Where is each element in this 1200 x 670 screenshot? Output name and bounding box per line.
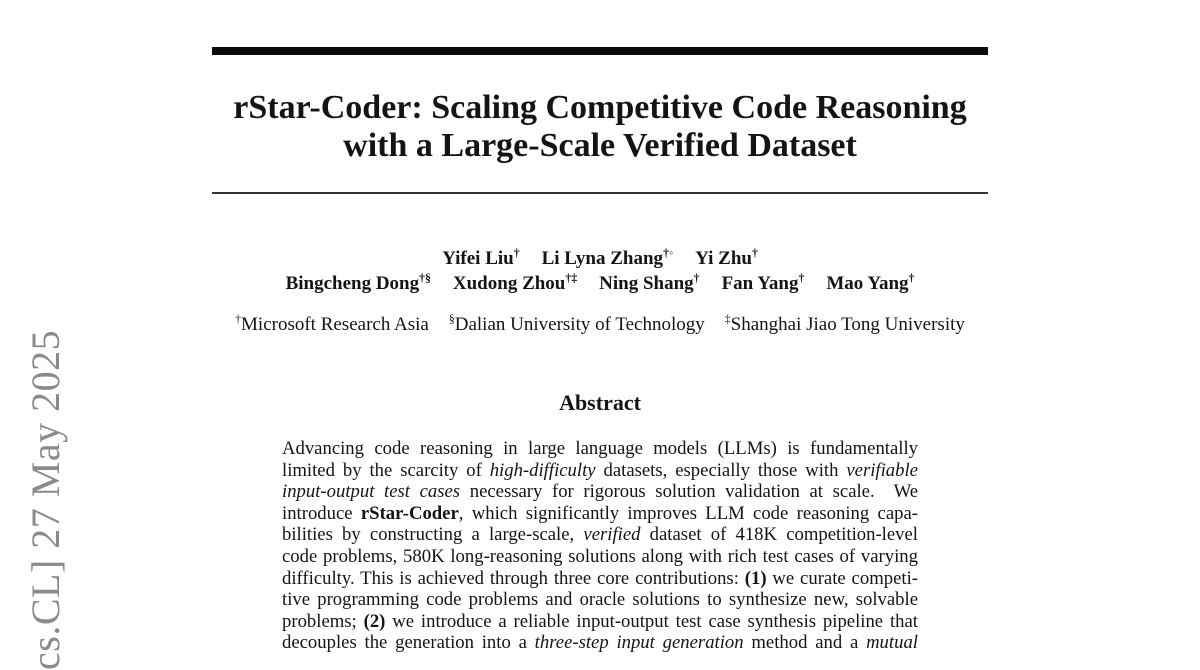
- abstract-run: limited by the scarcity of: [282, 459, 490, 481]
- title-rule: [212, 192, 988, 194]
- abstract-run: input-output test cases: [282, 481, 461, 503]
- abstract-run: problems;: [282, 610, 364, 632]
- arxiv-stamp: cs.CL] 27 May 2025: [23, 329, 68, 670]
- author-row: [0, 246, 1200, 271]
- abstract-line: [282, 546, 918, 568]
- author-name: Li Lyna Zhang†◦: [541, 246, 674, 269]
- author-name: Yi Zhu†: [695, 246, 758, 269]
- affiliation-marker: ‡: [724, 312, 731, 326]
- author-name: Bingcheng Dong†§: [285, 271, 431, 294]
- affiliation: ‡Shanghai Jiao Tong University: [724, 312, 965, 335]
- abstract-run: verified: [583, 524, 641, 546]
- abstract-line: [282, 460, 918, 482]
- author-affil-marker: †§: [419, 271, 431, 285]
- abstract-line: [282, 524, 918, 546]
- author-affil-marker: †◦: [663, 246, 674, 260]
- author-block: [0, 246, 1200, 296]
- abstract-line: [282, 632, 918, 654]
- abstract-run: three-step input generation: [534, 632, 744, 654]
- abstract-run: bilities by constructing a large-scale,: [282, 524, 584, 546]
- abstract-run: we curate competi-: [766, 567, 918, 589]
- abstract-run: decouples the generation into a: [282, 632, 535, 654]
- author-name: Xudong Zhou†‡: [452, 271, 578, 294]
- affiliation-marker: §: [448, 312, 455, 326]
- author-row: [0, 271, 1200, 296]
- abstract-run: difficulty. This is achieved through three core contributions:: [282, 567, 745, 589]
- affiliation: §Dalian University of Technology: [448, 312, 705, 335]
- author-name: Yifei Liu†: [442, 246, 520, 269]
- top-rule: [212, 47, 988, 55]
- affiliation-marker: †: [235, 312, 242, 326]
- abstract-run: necessary for rigorous solution validation at scale. We: [460, 481, 918, 503]
- author-affil-marker: †: [798, 271, 805, 285]
- abstract-run: mutual: [866, 632, 918, 654]
- abstract-run: (2): [363, 610, 386, 632]
- paper-title-line2: with a Large-Scale Verified Dataset: [343, 127, 857, 164]
- abstract-run: code problems, 580K long-reasoning solutions along with rich test cases of varying: [282, 545, 918, 567]
- abstract-run: Advancing code reasoning in large language models (LLMs) is fundamentally: [282, 438, 918, 459]
- abstract-run: verifiable: [846, 459, 918, 481]
- abstract-run: datasets, especially those with: [595, 459, 847, 481]
- author-affil-marker: †‡: [565, 271, 578, 285]
- author-name: Fan Yang†: [721, 271, 805, 294]
- abstract-line: [282, 589, 918, 611]
- author-name: Mao Yang†: [826, 271, 915, 294]
- abstract-run: method and a: [743, 632, 867, 654]
- abstract-line: [282, 568, 918, 590]
- abstract-line: [282, 611, 918, 633]
- affiliation: †Microsoft Research Asia: [235, 312, 429, 335]
- abstract-heading: Abstract: [559, 390, 641, 415]
- abstract-run: dataset of 418K competition-level: [640, 524, 918, 546]
- abstract-line: [282, 503, 918, 525]
- abstract-run: , which significantly improves LLM code reasoning capa-: [458, 502, 918, 524]
- paper-title: [0, 89, 1200, 165]
- author-affil-marker: †: [693, 271, 700, 285]
- abstract-run: we introduce a reliable input-output test case synthesis pipeline that: [385, 610, 918, 632]
- affiliations: [0, 313, 1200, 337]
- author-affil-marker: †: [751, 246, 758, 260]
- author-name: Ning Shang†: [599, 271, 700, 294]
- abstract-line: [282, 438, 918, 460]
- abstract-run: rStar-Coder: [360, 502, 459, 524]
- author-affil-marker: †: [513, 246, 520, 260]
- paper-title-line1: rStar-Coder: Scaling Competitive Code Reasoning: [233, 89, 967, 126]
- abstract-run: (1): [744, 567, 767, 589]
- abstract-run: high-difficulty: [489, 459, 596, 481]
- abstract-text: [282, 438, 918, 654]
- author-affil-marker: †: [908, 271, 915, 285]
- abstract-run: introduce: [282, 502, 361, 524]
- abstract-line: [282, 481, 918, 503]
- abstract-run: tive programming code problems and oracle solutions to synthesize new, solvable: [282, 589, 918, 611]
